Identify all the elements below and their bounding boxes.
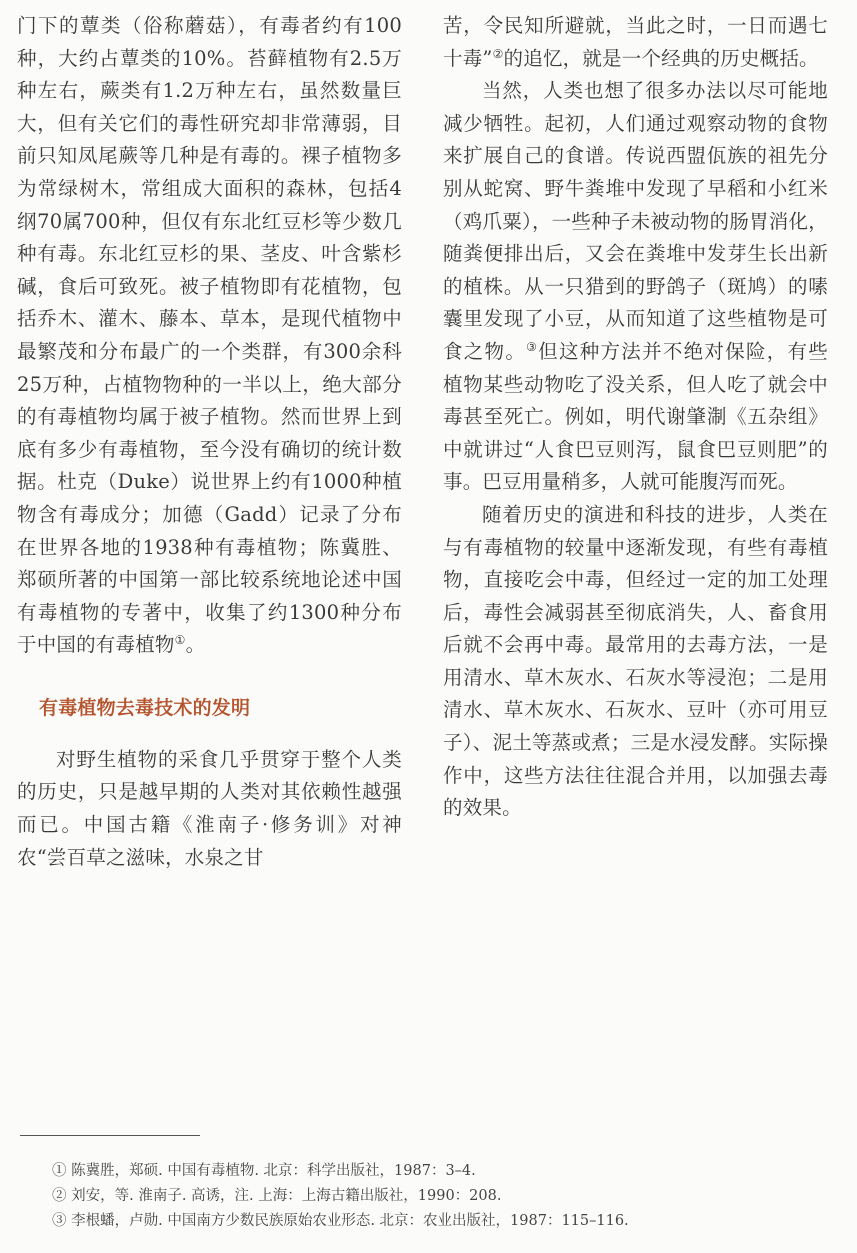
- paragraph-text: 但这种方法并不绝对保险，有些植物某些动物吃了没关系，但人吃了就会中毒甚至死亡。例如，明代谢肇淛《五杂组》中就讲过“人食巴豆则泻，鼠食巴豆则肥”的事。巴豆用量稍多，人就可能腹泻而死。: [443, 339, 828, 494]
- footnote-ref[interactable]: ②: [492, 46, 504, 61]
- footnotes: [52, 1159, 842, 1234]
- footnote-item: ① 陈冀胜，郑硕. 中国有毒植物. 北京：科学出版社，1987：3–4.: [52, 1163, 476, 1179]
- footnote-item: ② 刘安，等. 淮南子. 高诱，注. 上海：上海古籍出版社，1990：208.: [52, 1188, 502, 1204]
- footnote-divider: [20, 1135, 200, 1136]
- body-paragraph: 随着历史的演进和科技的进步，人类在与有毒植物的较量中逐渐发现，有些有毒植物，直接吃会中毒，但经过一定的加工处理后，毒性会减弱甚至彻底消失，人、畜食用后就不会再中毒。最常用的去毒方法，一是用清水、草木灰水、石灰水等浸泡；二是用清水、草木灰水、石灰水、豆叶（亦可用豆子）、泥土等蒸或煮；三是水浸发酵。实际操作中，这些方法往往混合并用，以加强去毒的效果。: [443, 502, 828, 820]
- body-paragraph: [443, 75, 828, 499]
- footnote-item: ③ 李根蟠，卢勋. 中国南方少数民族原始农业形态. 北京：农业出版社，1987：115–116.: [52, 1213, 629, 1229]
- paragraph-text: 门下的蕈类（俗称蘑菇），有毒者约有100种，大约占蕈类的10%。苔藓植物有2.5万种左右，蕨类有1.2万种左右，虽然数量巨大，但有关它们的毒性研究却非常薄弱，目前只知凤尾蕨等几种是有毒的。裸子植物多为常绿树木，常组成大面积的森林，包括4纲70属700种，但仅有东北红豆杉等少数几种有毒。东北红豆杉的果、茎皮、叶含紫杉碱，食后可致死。被子植物即有花植物，包括乔木、灌木、藤本、草本，是现代植物中最繁茂和分布最广的一个类群，有300余科25万种，占植物物种的一半以上，绝大部分的有毒植物均属于被子植物。然而世界上到底有多少有毒植物，至今没有确切的统计数据。杜克（Duke）说世界上约有1000种植物含有毒成分；加德（Gadd）记录了分布在世界各地的1938种有毒植物；陈冀胜、郑硕所著的中国第一部比较系统地论述中国有毒植物的专著中，收集了约1300种分布于中国的有毒植物: [17, 14, 402, 657]
- footnote-ref[interactable]: ③: [526, 339, 539, 354]
- left-column: [17, 10, 402, 874]
- paragraph-text: 当然，人类也想了很多办法以尽可能地减少牺牲。起初，人们通过观察动物的食物来扩展自己的食谱。传说西盟佤族的祖先分别从蛇窝、野牛粪堆中发现了早稻和小红米（鸡爪粟），一些种子未被动物的肠胃消化，随粪便排出后，又会在粪堆中发芽生长出新的植株。从一只猎到的野鸽子（斑鸠）的嗉囊里发现了小豆，从而知道了这些植物是可食之物。: [443, 79, 828, 363]
- body-paragraph: 门下的蕈类（俗称蘑菇），有毒者约有100种，大约占蕈类的10%。苔藓植物有2.5万种左右，蕨类有1.2万种左右，虽然数量巨大，但有关它们的毒性研究却非常薄弱，目前只知凤尾蕨等几种是有毒的。裸子植物多为常绿树木，常组成大面积的森林，包括4纲70属700种，但仅有东北红豆杉等少数几种有毒。东北红豆杉的果、茎皮、叶含紫杉碱，食后可致死。被子植物即有花植物，包括乔木、灌木、藤本、草本，是现代植物中最繁茂和分布最广的一个类群，有300余科25万种，占植物物种的一半以上，绝大部分的有毒植物均属于被子植物。然而世界上到底有多少有毒植物，至今没有确切的统计数据。杜克（Duke）说世界上约有1000种植物含有毒成分；加德（Gadd）记录了分布在世界各地的1938种有毒植物；陈冀胜、郑硕所著的中国第一部比较系统地论述中国有毒植物的专著中，收集了约1300种分布于中国的有毒植物①。: [17, 14, 402, 657]
- right-column: [443, 10, 828, 825]
- body-paragraph: 对野生植物的采食几乎贯穿于整个人类的历史，只是越早期的人类对其依赖性越强而已。中国古籍《淮南子·修务训》对神农“尝百草之滋味，水泉之甘: [17, 747, 402, 869]
- body-paragraph: [443, 10, 828, 75]
- paragraph-text: 的追忆，就是一个经典的历史概括。: [503, 46, 819, 70]
- footnote-ref[interactable]: ①: [174, 633, 186, 648]
- paragraph-text: 苦，令民知所避就，当此之时，一日而遇七十毒”: [443, 14, 828, 70]
- section-heading: 有毒植物去毒技术的发明: [39, 696, 251, 719]
